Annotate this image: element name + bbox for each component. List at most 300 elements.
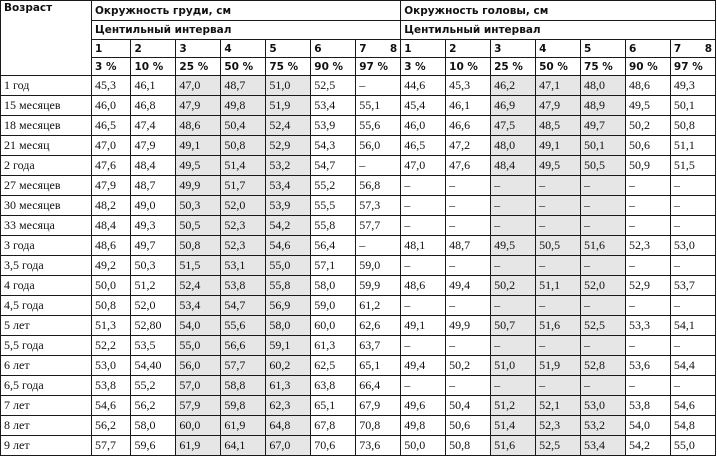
chest-value-cell: 53,2 (266, 156, 311, 176)
head-value-cell: 53,2 (581, 416, 626, 436)
head-value-cell: 50,1 (581, 136, 626, 156)
head-value-cell: 50,2 (491, 276, 536, 296)
head-percentile-7: 97 % (670, 58, 715, 76)
head-value-cell: – (581, 256, 626, 276)
head-value-cell: – (670, 196, 715, 216)
table-row (1, 396, 716, 416)
head-value-cell: 50,4 (446, 396, 491, 416)
chest-value-cell: 52,0 (131, 296, 176, 316)
chest-interval-number-5: 5 (266, 40, 311, 58)
chest-value-cell: 55,8 (266, 276, 311, 296)
head-value-cell: 50,8 (446, 436, 491, 456)
chest-value-cell: 50,3 (176, 196, 221, 216)
header-row-interval-numbers (1, 40, 716, 58)
chest-value-cell: 67,8 (311, 416, 356, 436)
chest-value-cell: 52,4 (176, 276, 221, 296)
head-value-cell: 50,9 (625, 156, 670, 176)
chest-value-cell: 51,9 (266, 96, 311, 116)
chest-value-cell: 50,8 (92, 296, 131, 316)
head-value-cell: 49,3 (670, 76, 715, 96)
chest-value-cell: 57,7 (221, 356, 266, 376)
chest-interval-number-2: 2 (131, 40, 176, 58)
head-value-cell: – (625, 296, 670, 316)
chest-interval-number-7 (356, 40, 401, 58)
chest-value-cell: 61,3 (266, 376, 311, 396)
head-value-cell: – (401, 216, 446, 236)
chest-value-cell: 58,0 (266, 316, 311, 336)
chest-value-cell: 53,8 (221, 276, 266, 296)
age-cell: 3,5 года (1, 256, 92, 276)
table-row (1, 76, 716, 96)
chest-value-cell: 60,0 (311, 316, 356, 336)
head-value-cell: – (625, 336, 670, 356)
chest-value-cell: 59,1 (266, 336, 311, 356)
table-header (1, 1, 716, 76)
head-percentile-1: 3 % (401, 58, 446, 76)
chest-value-cell: – (356, 156, 401, 176)
chest-percentile-3: 25 % (176, 58, 221, 76)
chest-value-cell: 64,8 (266, 416, 311, 436)
head-value-cell: – (625, 196, 670, 216)
head-value-cell: – (670, 256, 715, 276)
head-value-cell: 50,2 (446, 356, 491, 376)
header-row-titles (1, 1, 716, 21)
head-interval-header: Центильный интервал (401, 21, 716, 40)
chest-percentile-1: 3 % (92, 58, 131, 76)
head-value-cell: – (581, 296, 626, 316)
head-value-cell: 48,0 (491, 136, 536, 156)
chest-value-cell: 50,5 (176, 216, 221, 236)
chest-value-cell: 49,7 (131, 236, 176, 256)
chest-value-cell: 52,3 (221, 236, 266, 256)
table-row (1, 296, 716, 316)
age-cell: 5 лет (1, 316, 92, 336)
table-body (1, 76, 716, 456)
head-value-cell: 51,5 (670, 156, 715, 176)
head-value-cell: 51,6 (536, 316, 581, 336)
head-group-header: Окружность головы, см (401, 1, 716, 21)
head-percentile-3: 25 % (491, 58, 536, 76)
chest-value-cell: 54,7 (221, 296, 266, 316)
chest-value-cell: 46,0 (92, 96, 131, 116)
head-interval-number-7-label: 7 (673, 42, 682, 55)
head-value-cell: – (446, 256, 491, 276)
chest-value-cell: 47,9 (92, 176, 131, 196)
age-cell: 4 года (1, 276, 92, 296)
head-value-cell: 53,8 (625, 396, 670, 416)
head-value-cell: – (536, 196, 581, 216)
chest-value-cell: 52,80 (131, 316, 176, 336)
chest-value-cell: 56,4 (311, 236, 356, 256)
chest-value-cell: 53,4 (266, 176, 311, 196)
chest-value-cell: 51,7 (221, 176, 266, 196)
chest-value-cell: 55,5 (311, 196, 356, 216)
chest-value-cell: 53,4 (311, 96, 356, 116)
chest-value-cell: 65,1 (356, 356, 401, 376)
head-interval-number-4: 4 (536, 40, 581, 58)
chest-percentile-5: 75 % (266, 58, 311, 76)
age-cell: 1 год (1, 76, 92, 96)
chest-value-cell: 55,2 (311, 176, 356, 196)
chest-value-cell: 73,6 (356, 436, 401, 456)
head-value-cell: 52,5 (581, 316, 626, 336)
head-value-cell: – (446, 196, 491, 216)
chest-value-cell: 49,3 (131, 216, 176, 236)
table-row (1, 416, 716, 436)
head-value-cell: – (670, 336, 715, 356)
head-value-cell: – (401, 336, 446, 356)
chest-value-cell: 53,5 (131, 336, 176, 356)
chest-value-cell: 58,8 (221, 376, 266, 396)
head-value-cell: 45,4 (401, 96, 446, 116)
chest-interval-number-6: 6 (311, 40, 356, 58)
head-value-cell: – (536, 216, 581, 236)
chest-value-cell: 51,4 (221, 156, 266, 176)
head-value-cell: – (446, 216, 491, 236)
head-value-cell: 49,5 (625, 96, 670, 116)
header-row-interval (1, 21, 716, 40)
head-value-cell: 48,6 (625, 76, 670, 96)
head-value-cell: 51,0 (491, 356, 536, 376)
head-value-cell: – (536, 336, 581, 356)
chest-value-cell: 54,3 (311, 136, 356, 156)
age-cell: 8 лет (1, 416, 92, 436)
head-value-cell: – (446, 336, 491, 356)
chest-value-cell: 49,5 (176, 156, 221, 176)
chest-value-cell: 46,8 (131, 96, 176, 116)
chest-value-cell: 64,1 (221, 436, 266, 456)
head-value-cell: – (401, 196, 446, 216)
table-row (1, 196, 716, 216)
head-value-cell: – (625, 176, 670, 196)
chest-value-cell: 52,4 (266, 116, 311, 136)
age-cell: 2 года (1, 156, 92, 176)
chest-value-cell: 53,1 (221, 256, 266, 276)
head-interval-number-6: 6 (625, 40, 670, 58)
head-value-cell: – (670, 296, 715, 316)
chest-value-cell: 59,8 (221, 396, 266, 416)
chest-value-cell: 60,0 (176, 416, 221, 436)
head-value-cell: – (536, 176, 581, 196)
head-value-cell: 52,8 (581, 356, 626, 376)
chest-value-cell: 55,6 (221, 316, 266, 336)
chest-value-cell: 46,1 (131, 76, 176, 96)
table-row (1, 316, 716, 336)
chest-interval-header: Центильный интервал (92, 21, 401, 40)
chest-value-cell: 55,1 (356, 96, 401, 116)
head-value-cell: 49,5 (536, 156, 581, 176)
head-value-cell: 50,6 (625, 136, 670, 156)
head-value-cell: 51,6 (581, 236, 626, 256)
chest-value-cell: 57,0 (176, 376, 221, 396)
head-value-cell: – (581, 176, 626, 196)
chest-value-cell: 54,0 (176, 316, 221, 336)
head-value-cell: 54,6 (670, 396, 715, 416)
head-value-cell: 54,8 (670, 416, 715, 436)
age-cell: 30 месяцев (1, 196, 92, 216)
chest-value-cell: 54,2 (266, 216, 311, 236)
head-value-cell: – (401, 256, 446, 276)
head-value-cell: 47,2 (446, 136, 491, 156)
chest-value-cell: 57,7 (356, 216, 401, 236)
chest-value-cell: 59,6 (131, 436, 176, 456)
head-value-cell: – (670, 376, 715, 396)
table-row (1, 216, 716, 236)
head-percentile-4: 50 % (536, 58, 581, 76)
head-value-cell: 48,0 (581, 76, 626, 96)
table-row (1, 336, 716, 356)
chest-value-cell: 52,3 (221, 216, 266, 236)
head-value-cell: 48,5 (536, 116, 581, 136)
head-value-cell: 49,1 (401, 316, 446, 336)
chest-value-cell: 55,8 (311, 216, 356, 236)
head-value-cell: 48,4 (491, 156, 536, 176)
chest-value-cell: 67,9 (356, 396, 401, 416)
head-value-cell: – (536, 376, 581, 396)
chest-value-cell: 56,0 (176, 356, 221, 376)
chest-value-cell: 57,7 (92, 436, 131, 456)
chest-value-cell: 61,2 (356, 296, 401, 316)
table-row (1, 136, 716, 156)
chest-value-cell: 55,0 (266, 256, 311, 276)
head-value-cell: 50,5 (581, 156, 626, 176)
chest-value-cell: 55,6 (356, 116, 401, 136)
chest-value-cell: 62,5 (311, 356, 356, 376)
chest-interval-number-1: 1 (92, 40, 131, 58)
head-value-cell: 54,1 (670, 316, 715, 336)
head-value-cell: 54,4 (670, 356, 715, 376)
chest-value-cell: 47,0 (92, 136, 131, 156)
chest-value-cell: – (356, 236, 401, 256)
age-cell: 7 лет (1, 396, 92, 416)
chest-value-cell: 50,8 (221, 136, 266, 156)
chest-value-cell: 59,0 (356, 256, 401, 276)
chest-value-cell: 51,2 (131, 276, 176, 296)
head-percentile-5: 75 % (581, 58, 626, 76)
head-value-cell: 52,1 (536, 396, 581, 416)
table-row (1, 256, 716, 276)
head-value-cell: 47,5 (491, 116, 536, 136)
head-value-cell: – (401, 176, 446, 196)
chest-value-cell: 52,5 (311, 76, 356, 96)
head-value-cell: 46,1 (446, 96, 491, 116)
age-column-header: Возраст (1, 1, 92, 76)
chest-value-cell: 49,2 (92, 256, 131, 276)
head-value-cell: 51,2 (491, 396, 536, 416)
chest-value-cell: 65,1 (311, 396, 356, 416)
head-value-cell: 46,2 (491, 76, 536, 96)
chest-value-cell: 53,8 (92, 376, 131, 396)
chest-value-cell: 48,4 (131, 156, 176, 176)
chest-value-cell: 48,2 (92, 196, 131, 216)
head-interval-number-3: 3 (491, 40, 536, 58)
head-value-cell: 51,9 (536, 356, 581, 376)
chest-value-cell: 56,0 (356, 136, 401, 156)
chest-value-cell: 54,7 (311, 156, 356, 176)
chest-value-cell: 66,4 (356, 376, 401, 396)
chest-interval-number-8: 8 (389, 42, 398, 55)
chest-value-cell: 58,0 (131, 416, 176, 436)
chest-value-cell: 56,9 (266, 296, 311, 316)
chest-interval-number-3: 3 (176, 40, 221, 58)
chest-value-cell: – (356, 76, 401, 96)
head-value-cell: 46,9 (491, 96, 536, 116)
head-value-cell: 49,5 (491, 236, 536, 256)
head-value-cell: 45,3 (446, 76, 491, 96)
chest-value-cell: 55,2 (131, 376, 176, 396)
chest-value-cell: 51,0 (266, 76, 311, 96)
table-row (1, 376, 716, 396)
head-value-cell: – (581, 336, 626, 356)
table-row (1, 96, 716, 116)
head-value-cell: – (401, 376, 446, 396)
chest-interval-number-7-label: 7 (359, 42, 367, 55)
head-value-cell: 52,9 (625, 276, 670, 296)
chest-value-cell: 57,1 (311, 256, 356, 276)
chest-value-cell: 49,8 (221, 96, 266, 116)
head-percentile-6: 90 % (625, 58, 670, 76)
head-value-cell: 49,8 (401, 416, 446, 436)
head-value-cell: 49,4 (401, 356, 446, 376)
chest-value-cell: 47,6 (92, 156, 131, 176)
table-row (1, 176, 716, 196)
chest-value-cell: 56,2 (92, 416, 131, 436)
head-value-cell: – (670, 216, 715, 236)
head-value-cell: 51,1 (536, 276, 581, 296)
head-value-cell: 49,9 (446, 316, 491, 336)
head-value-cell: – (581, 216, 626, 236)
head-interval-number-1: 1 (401, 40, 446, 58)
chest-value-cell: 63,7 (356, 336, 401, 356)
head-value-cell: 51,1 (670, 136, 715, 156)
head-value-cell: 46,5 (401, 136, 446, 156)
chest-value-cell: 45,3 (92, 76, 131, 96)
head-value-cell: 50,5 (536, 236, 581, 256)
chest-value-cell: 48,6 (92, 236, 131, 256)
head-value-cell: – (491, 376, 536, 396)
head-value-cell: 54,2 (625, 436, 670, 456)
head-value-cell: 53,0 (581, 396, 626, 416)
head-value-cell: 52,0 (581, 276, 626, 296)
chest-value-cell: 56,6 (221, 336, 266, 356)
head-value-cell: 53,6 (625, 356, 670, 376)
head-value-cell: – (491, 296, 536, 316)
head-value-cell: 49,4 (446, 276, 491, 296)
chest-value-cell: 52,2 (92, 336, 131, 356)
age-cell: 9 лет (1, 436, 92, 456)
age-cell: 18 месяцев (1, 116, 92, 136)
chest-value-cell: 54,6 (92, 396, 131, 416)
chest-value-cell: 60,2 (266, 356, 311, 376)
head-value-cell: – (670, 176, 715, 196)
head-value-cell: 55,0 (670, 436, 715, 456)
head-value-cell: 44,6 (401, 76, 446, 96)
table-row (1, 116, 716, 136)
chest-percentile-7: 97 % (356, 58, 401, 76)
chest-value-cell: 53,4 (176, 296, 221, 316)
head-value-cell: 54,0 (625, 416, 670, 436)
head-interval-number-5: 5 (581, 40, 626, 58)
chest-value-cell: 61,3 (311, 336, 356, 356)
head-value-cell: – (491, 196, 536, 216)
age-cell: 27 месяцев (1, 176, 92, 196)
chest-percentile-6: 90 % (311, 58, 356, 76)
table-row (1, 156, 716, 176)
head-percentile-2: 10 % (446, 58, 491, 76)
head-value-cell: 48,9 (581, 96, 626, 116)
head-value-cell: – (491, 336, 536, 356)
head-value-cell: 49,6 (401, 396, 446, 416)
header-row-percentiles (1, 58, 716, 76)
head-value-cell: 48,6 (401, 276, 446, 296)
chest-value-cell: 46,5 (92, 116, 131, 136)
head-value-cell: – (491, 216, 536, 236)
chest-value-cell: 52,9 (266, 136, 311, 156)
chest-value-cell: 48,6 (176, 116, 221, 136)
age-cell: 21 месяц (1, 136, 92, 156)
chest-percentile-4: 50 % (221, 58, 266, 76)
head-value-cell: 53,3 (625, 316, 670, 336)
head-value-cell: – (491, 176, 536, 196)
head-value-cell: – (446, 376, 491, 396)
head-value-cell: 49,7 (581, 116, 626, 136)
head-value-cell: – (581, 196, 626, 216)
chest-value-cell: 49,9 (176, 176, 221, 196)
head-value-cell: 50,6 (446, 416, 491, 436)
age-cell: 33 месяца (1, 216, 92, 236)
chest-value-cell: 59,9 (356, 276, 401, 296)
age-cell: 5,5 года (1, 336, 92, 356)
head-value-cell: 48,7 (446, 236, 491, 256)
head-value-cell: – (625, 216, 670, 236)
head-value-cell: 52,3 (625, 236, 670, 256)
chest-value-cell: 50,0 (92, 276, 131, 296)
age-cell: 15 месяцев (1, 96, 92, 116)
chest-value-cell: 62,3 (266, 396, 311, 416)
chest-value-cell: 48,7 (221, 76, 266, 96)
age-cell: 3 года (1, 236, 92, 256)
chest-value-cell: 50,8 (176, 236, 221, 256)
chest-value-cell: 47,0 (176, 76, 221, 96)
head-value-cell: 50,1 (670, 96, 715, 116)
chest-value-cell: 47,4 (131, 116, 176, 136)
chest-value-cell: 49,1 (176, 136, 221, 156)
chest-value-cell: 51,3 (92, 316, 131, 336)
head-value-cell: – (625, 376, 670, 396)
chest-value-cell: 70,8 (356, 416, 401, 436)
chest-value-cell: 63,8 (311, 376, 356, 396)
chest-value-cell: 58,0 (311, 276, 356, 296)
chest-value-cell: 53,9 (311, 116, 356, 136)
chest-value-cell: 55,0 (176, 336, 221, 356)
head-value-cell: – (446, 176, 491, 196)
chest-value-cell: 47,9 (131, 136, 176, 156)
chest-value-cell: 53,9 (266, 196, 311, 216)
age-cell: 6,5 года (1, 376, 92, 396)
chest-value-cell: 53,0 (92, 356, 131, 376)
head-value-cell: 51,4 (491, 416, 536, 436)
chest-percentile-2: 10 % (131, 58, 176, 76)
chest-value-cell: 61,9 (176, 436, 221, 456)
head-value-cell: 47,6 (446, 156, 491, 176)
head-interval-number-8: 8 (704, 42, 712, 55)
head-value-cell: 47,0 (401, 156, 446, 176)
head-value-cell: – (401, 296, 446, 316)
head-value-cell: – (536, 296, 581, 316)
chest-value-cell: 54,6 (266, 236, 311, 256)
head-value-cell: 51,6 (491, 436, 536, 456)
chest-interval-number-4: 4 (221, 40, 266, 58)
